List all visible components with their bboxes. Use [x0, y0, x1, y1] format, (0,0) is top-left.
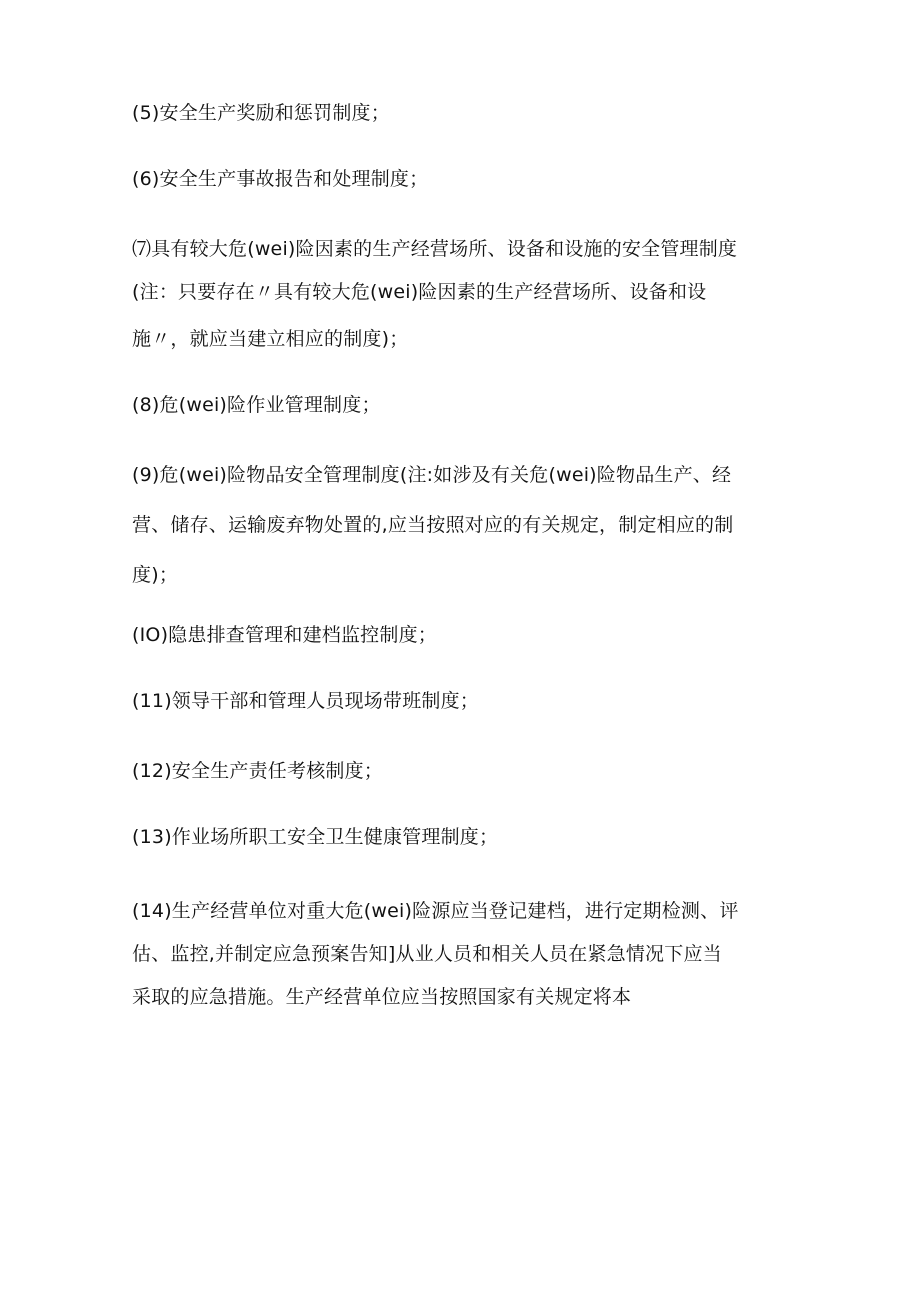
text-line-item-5: (5)安全生产奖励和惩罚制度； — [132, 102, 390, 124]
text-line-item-7-part3: 施〃，就应当建立相应的制度)； — [132, 328, 409, 350]
text-line-item-7-part2: (注：只要存在〃具有较大危(wei)险因素的生产经营场所、设备和设 — [132, 281, 707, 303]
text-line-item-14-part1: (14)生产经营单位对重大危(wei)险源应当登记建档，进行定期检测、评 — [132, 900, 739, 922]
text-line-item-7-part1: ⑺具有较大危(wei)险因素的生产经营场所、设备和设施的安全管理制度 — [132, 238, 738, 260]
text-line-item-10: (IO)隐患排查管理和建档监控制度； — [132, 624, 437, 646]
text-line-item-9-part3: 度)； — [132, 564, 179, 586]
text-line-item-6: (6)安全生产事故报告和处理制度； — [132, 168, 429, 190]
text-line-item-12: (12)安全生产责任考核制度； — [132, 760, 384, 782]
text-line-item-14-part2: 估、监控,并制定应急预案告知]从业人员和相关人员在紧急情况下应当 — [132, 943, 722, 965]
text-line-item-9-part2: 营、储存、运输废弃物处置的,应当按照对应的有关规定，制定相应的制 — [132, 514, 734, 536]
text-line-item-14-part3: 采取的应急措施。生产经营单位应当按照国家有关规定将本 — [132, 986, 632, 1008]
text-line-item-13: (13)作业场所职工安全卫生健康管理制度； — [132, 826, 499, 848]
text-line-item-11: (11)领导干部和管理人员现场带班制度； — [132, 690, 480, 712]
text-line-item-8: (8)危(wei)险作业管理制度； — [132, 394, 381, 416]
text-line-item-9-part1: (9)危(wei)险物品安全管理制度(注:如涉及有关危(wei)险物品生产、经 — [132, 464, 732, 486]
